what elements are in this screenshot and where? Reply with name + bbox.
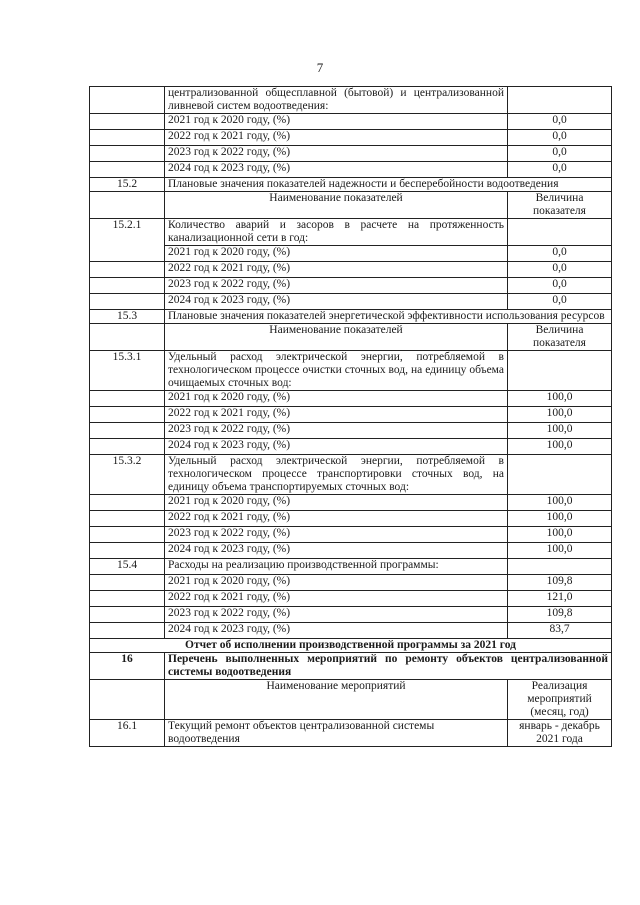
year-label: 2024 год к 2023 году, (%) (165, 623, 508, 639)
year-value: 0,0 (508, 294, 612, 310)
indicator-text: Удельный расход электрической энергии, потребляемой в технологическом процессе транспортировки сточных вод, на единицу объема транспортируемых сточных вод: (165, 455, 508, 495)
value-cell (508, 87, 612, 114)
year-label: 2021 год к 2020 году, (%) (165, 391, 508, 407)
year-value: 121,0 (508, 591, 612, 607)
section-title: Перечень выполненных мероприятий по ремонту объектов централизованной системы водоотведения (165, 653, 612, 680)
year-value: 100,0 (508, 527, 612, 543)
header-row (90, 324, 612, 351)
year-value: 0,0 (508, 114, 612, 130)
table-row (90, 219, 612, 246)
section-row (90, 178, 612, 192)
table-row (90, 351, 612, 391)
year-label: 2023 год к 2022 году, (%) (165, 423, 508, 439)
table-row (90, 87, 612, 114)
table-row (90, 591, 612, 607)
section-number: 15.3 (90, 310, 165, 324)
header-row (90, 680, 612, 720)
indicator-text: централизованной общесплавной (бытовой) и централизованной ливневой систем водоотведения: (165, 87, 508, 114)
table-row (90, 511, 612, 527)
table-row (90, 720, 612, 747)
year-label: 2021 год к 2020 году, (%) (165, 114, 508, 130)
year-value: 100,0 (508, 407, 612, 423)
table-row (90, 455, 612, 495)
year-label: 2022 год к 2021 году, (%) (165, 407, 508, 423)
year-value: 100,0 (508, 439, 612, 455)
table-row (90, 543, 612, 559)
year-value: 0,0 (508, 246, 612, 262)
section-row (90, 310, 612, 324)
year-label: 2024 год к 2023 году, (%) (165, 439, 508, 455)
table-row (90, 439, 612, 455)
table-row (90, 114, 612, 130)
report-title: Отчет об исполнении производственной программы за 2021 год (90, 639, 612, 653)
indicator-text: Количество аварий и засоров в расчете на протяженность канализационной сети в год: (165, 219, 508, 246)
year-value: 0,0 (508, 278, 612, 294)
year-label: 2021 год к 2020 году, (%) (165, 495, 508, 511)
indicator-text: Текущий ремонт объектов централизованной системы водоотведения (165, 720, 508, 747)
production-program-table (89, 86, 612, 747)
table-row (90, 559, 612, 575)
year-label: 2022 год к 2021 году, (%) (165, 130, 508, 146)
year-label: 2022 год к 2021 году, (%) (165, 511, 508, 527)
year-value: 100,0 (508, 495, 612, 511)
column-header-name: Наименование мероприятий (165, 680, 508, 720)
table-row (90, 130, 612, 146)
column-header-value: Величина показателя (508, 324, 612, 351)
column-header-name: Наименование показателей (165, 192, 508, 219)
year-label: 2023 год к 2022 году, (%) (165, 278, 508, 294)
column-header-value: Величина показателя (508, 192, 612, 219)
year-value: 100,0 (508, 511, 612, 527)
indicator-text: Расходы на реализацию производственной программы: (165, 559, 508, 575)
year-value: 100,0 (508, 543, 612, 559)
year-value: 109,8 (508, 575, 612, 591)
column-header-value: Реализация мероприятий (месяц, год) (508, 680, 612, 720)
table-row (90, 423, 612, 439)
year-value: 0,0 (508, 146, 612, 162)
section-title: Плановые значения показателей энергетической эффективности использования ресурсов (165, 310, 612, 324)
year-value: 83,7 (508, 623, 612, 639)
number-cell (90, 87, 165, 114)
section-title: Плановые значения показателей надежности и бесперебойности водоотведения (165, 178, 612, 192)
indicator-text: Удельный расход электрической энергии, потребляемой в технологическом процессе очистки сточных вод, на единицу объема очищаемых сточных вод: (165, 351, 508, 391)
table-row (90, 623, 612, 639)
section-number: 16 (90, 653, 165, 680)
item-number: 15.3.1 (90, 351, 165, 391)
item-number: 16.1 (90, 720, 165, 747)
item-number: 15.3.2 (90, 455, 165, 495)
year-label: 2024 год к 2023 году, (%) (165, 294, 508, 310)
year-value: 100,0 (508, 423, 612, 439)
section-row (90, 653, 612, 680)
year-label: 2024 год к 2023 году, (%) (165, 162, 508, 178)
item-number: 15.2.1 (90, 219, 165, 262)
year-label: 2023 год к 2022 году, (%) (165, 146, 508, 162)
year-label: 2023 год к 2022 году, (%) (165, 607, 508, 623)
year-value: 0,0 (508, 262, 612, 278)
table-row (90, 607, 612, 623)
year-label: 2024 год к 2023 году, (%) (165, 543, 508, 559)
table-row (90, 294, 612, 310)
table-row (90, 527, 612, 543)
year-value: 100,0 (508, 391, 612, 407)
table-row (90, 246, 612, 262)
year-label: 2022 год к 2021 году, (%) (165, 591, 508, 607)
year-value: 0,0 (508, 130, 612, 146)
report-title-row (90, 639, 612, 653)
item-number: 15.4 (90, 559, 165, 575)
table-row (90, 146, 612, 162)
column-header-name: Наименование показателей (165, 324, 508, 351)
table-row (90, 262, 612, 278)
year-label: 2022 год к 2021 году, (%) (165, 262, 508, 278)
year-label: 2021 год к 2020 году, (%) (165, 246, 508, 262)
section-number: 15.2 (90, 178, 165, 192)
implementation-period: январь - декабрь 2021 года (508, 720, 612, 747)
table-row (90, 495, 612, 511)
table-row (90, 391, 612, 407)
table-row (90, 575, 612, 591)
year-value: 0,0 (508, 162, 612, 178)
table-row (90, 278, 612, 294)
page-number: 7 (316, 60, 324, 75)
year-label: 2023 год к 2022 году, (%) (165, 527, 508, 543)
header-row (90, 192, 612, 219)
year-value: 109,8 (508, 607, 612, 623)
year-label: 2021 год к 2020 году, (%) (165, 575, 508, 591)
table-row (90, 407, 612, 423)
table-row (90, 162, 612, 178)
